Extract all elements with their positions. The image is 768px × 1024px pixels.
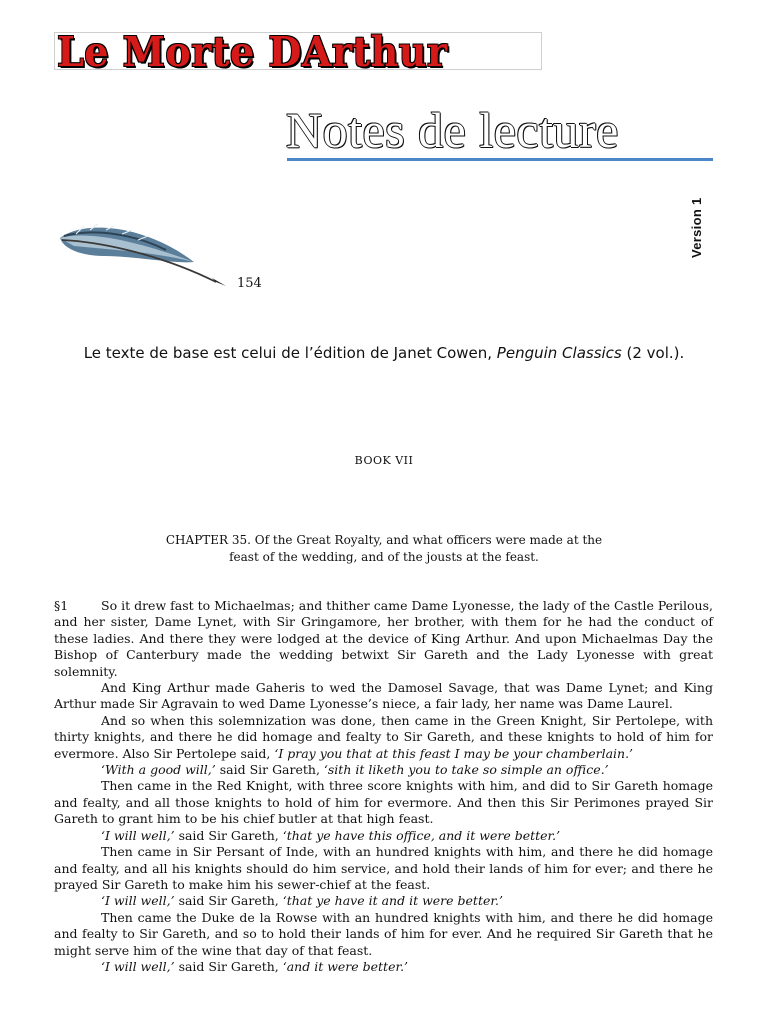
chapter-heading-line-2: feast of the wedding, and of the jousts at the feast.: [229, 550, 539, 564]
paragraph-10-text: said Sir Gareth,: [174, 958, 283, 974]
paragraph-6-quote-2: ‘that ye have this office, and it were better.’: [282, 827, 561, 843]
paragraph-2: And King Arthur made Gaheris to wed the Damosel Savage, that was Dame Lynet; and King Arthur made Sir Agravain to wed Dame Lyonesse’s niece, a fair lady, her name was Dame Laurel.: [54, 680, 713, 712]
section-mark: §1: [54, 598, 69, 613]
title-box: [54, 27, 542, 76]
version-label: Version 1: [689, 197, 704, 258]
document-title: Le Morte DArthur: [57, 27, 448, 76]
paragraph-8-text: said Sir Gareth,: [174, 893, 283, 909]
base-text-prefix: Le texte de base est celui de l’édition de Janet Cowen,: [83, 344, 497, 362]
paragraph-5: Then came in the Red Knight, with three score knights with him, and did to Sir Gareth homage and fealty, and all those knights to hold of him for evermore. And then this Sir Perimones prayed Sir Gareth to grant him to be his chief butler at that high feast.: [54, 778, 713, 827]
paragraph-9: Then came the Duke de la Rowse with an hundred knights with him, and there he did homage and fealty to Sir Gareth, and so to hold their lands of him for ever. And he required Sir Gareth that he might serve him of the wine that day of that feast.: [54, 909, 713, 958]
quill-feather-icon: [54, 216, 230, 290]
paragraph-10: [54, 959, 713, 975]
paragraph-3: [54, 713, 713, 762]
paragraph-8: [54, 893, 713, 909]
page-number: 154: [237, 276, 262, 291]
paragraph-8-quote-2: ‘that ye have it and it were better.’: [282, 893, 503, 909]
paragraph-6-text: said Sir Gareth,: [174, 827, 283, 843]
document-subtitle: Notes de lecture: [286, 102, 619, 158]
paragraph-4-text: said Sir Gareth,: [215, 762, 324, 778]
paragraph-4: [54, 762, 713, 778]
paragraph-4-quote-2: ‘sith it liketh you to take so simple an office.’: [323, 762, 609, 778]
paragraph-3-quote: ‘I pray you that at this feast I may be your chamberlain.’: [274, 745, 634, 761]
chapter-body: [54, 598, 713, 975]
paragraph-1: [54, 598, 713, 680]
base-text-edition: Penguin Classics: [496, 344, 622, 362]
paragraph-4-quote-1: ‘With a good will,’: [101, 762, 216, 778]
chapter-heading: [130, 532, 638, 566]
paragraph-6: [54, 828, 713, 844]
paragraph-1-text: So it drew fast to Michaelmas; and thither came Dame Lyonesse, the lady of the Castle Perilous, and her sister, Dame Lynet, with Sir Gringamore, her brother, with them for he had the conduct of these ladies. And there they were lodged at the device of King Arthur. And upon Michaelmas Day the Bishop of Canterbury made the wedding betwixt Sir Gareth and the Lady Lyonesse with great solemnity.: [54, 598, 713, 679]
paragraph-7: Then came in Sir Persant of Inde, with an hundred knights with him, and there he did homage and fealty, and all his knights should do him service, and hold their lands of him for ever; and there he prayed Sir Gareth to make him his sewer-chief at the feast.: [54, 844, 713, 892]
subtitle-underline: [287, 158, 713, 161]
paragraph-10-quote-1: ‘I will well,’: [101, 958, 175, 974]
chapter-heading-line-1: CHAPTER 35. Of the Great Royalty, and what officers were made at the: [165, 533, 603, 547]
paragraph-8-quote-1: ‘I will well,’: [101, 893, 175, 909]
base-text-note: [0, 344, 768, 362]
paragraph-3-text: And so when this solemnization was done, then came in the Green Knight, Sir Pertolepe, with thirty knights, and there he did homage and fealty to Sir Gareth, and these knights to hold of him for evermore. Also Sir Pertolepe said,: [54, 712, 713, 761]
book-label: BOOK VII: [354, 454, 414, 467]
paragraph-6-quote-1: ‘I will well,’: [101, 827, 175, 843]
paragraph-10-quote-2: ‘and it were better.’: [282, 958, 409, 974]
base-text-suffix: (2 vol.).: [621, 344, 685, 362]
